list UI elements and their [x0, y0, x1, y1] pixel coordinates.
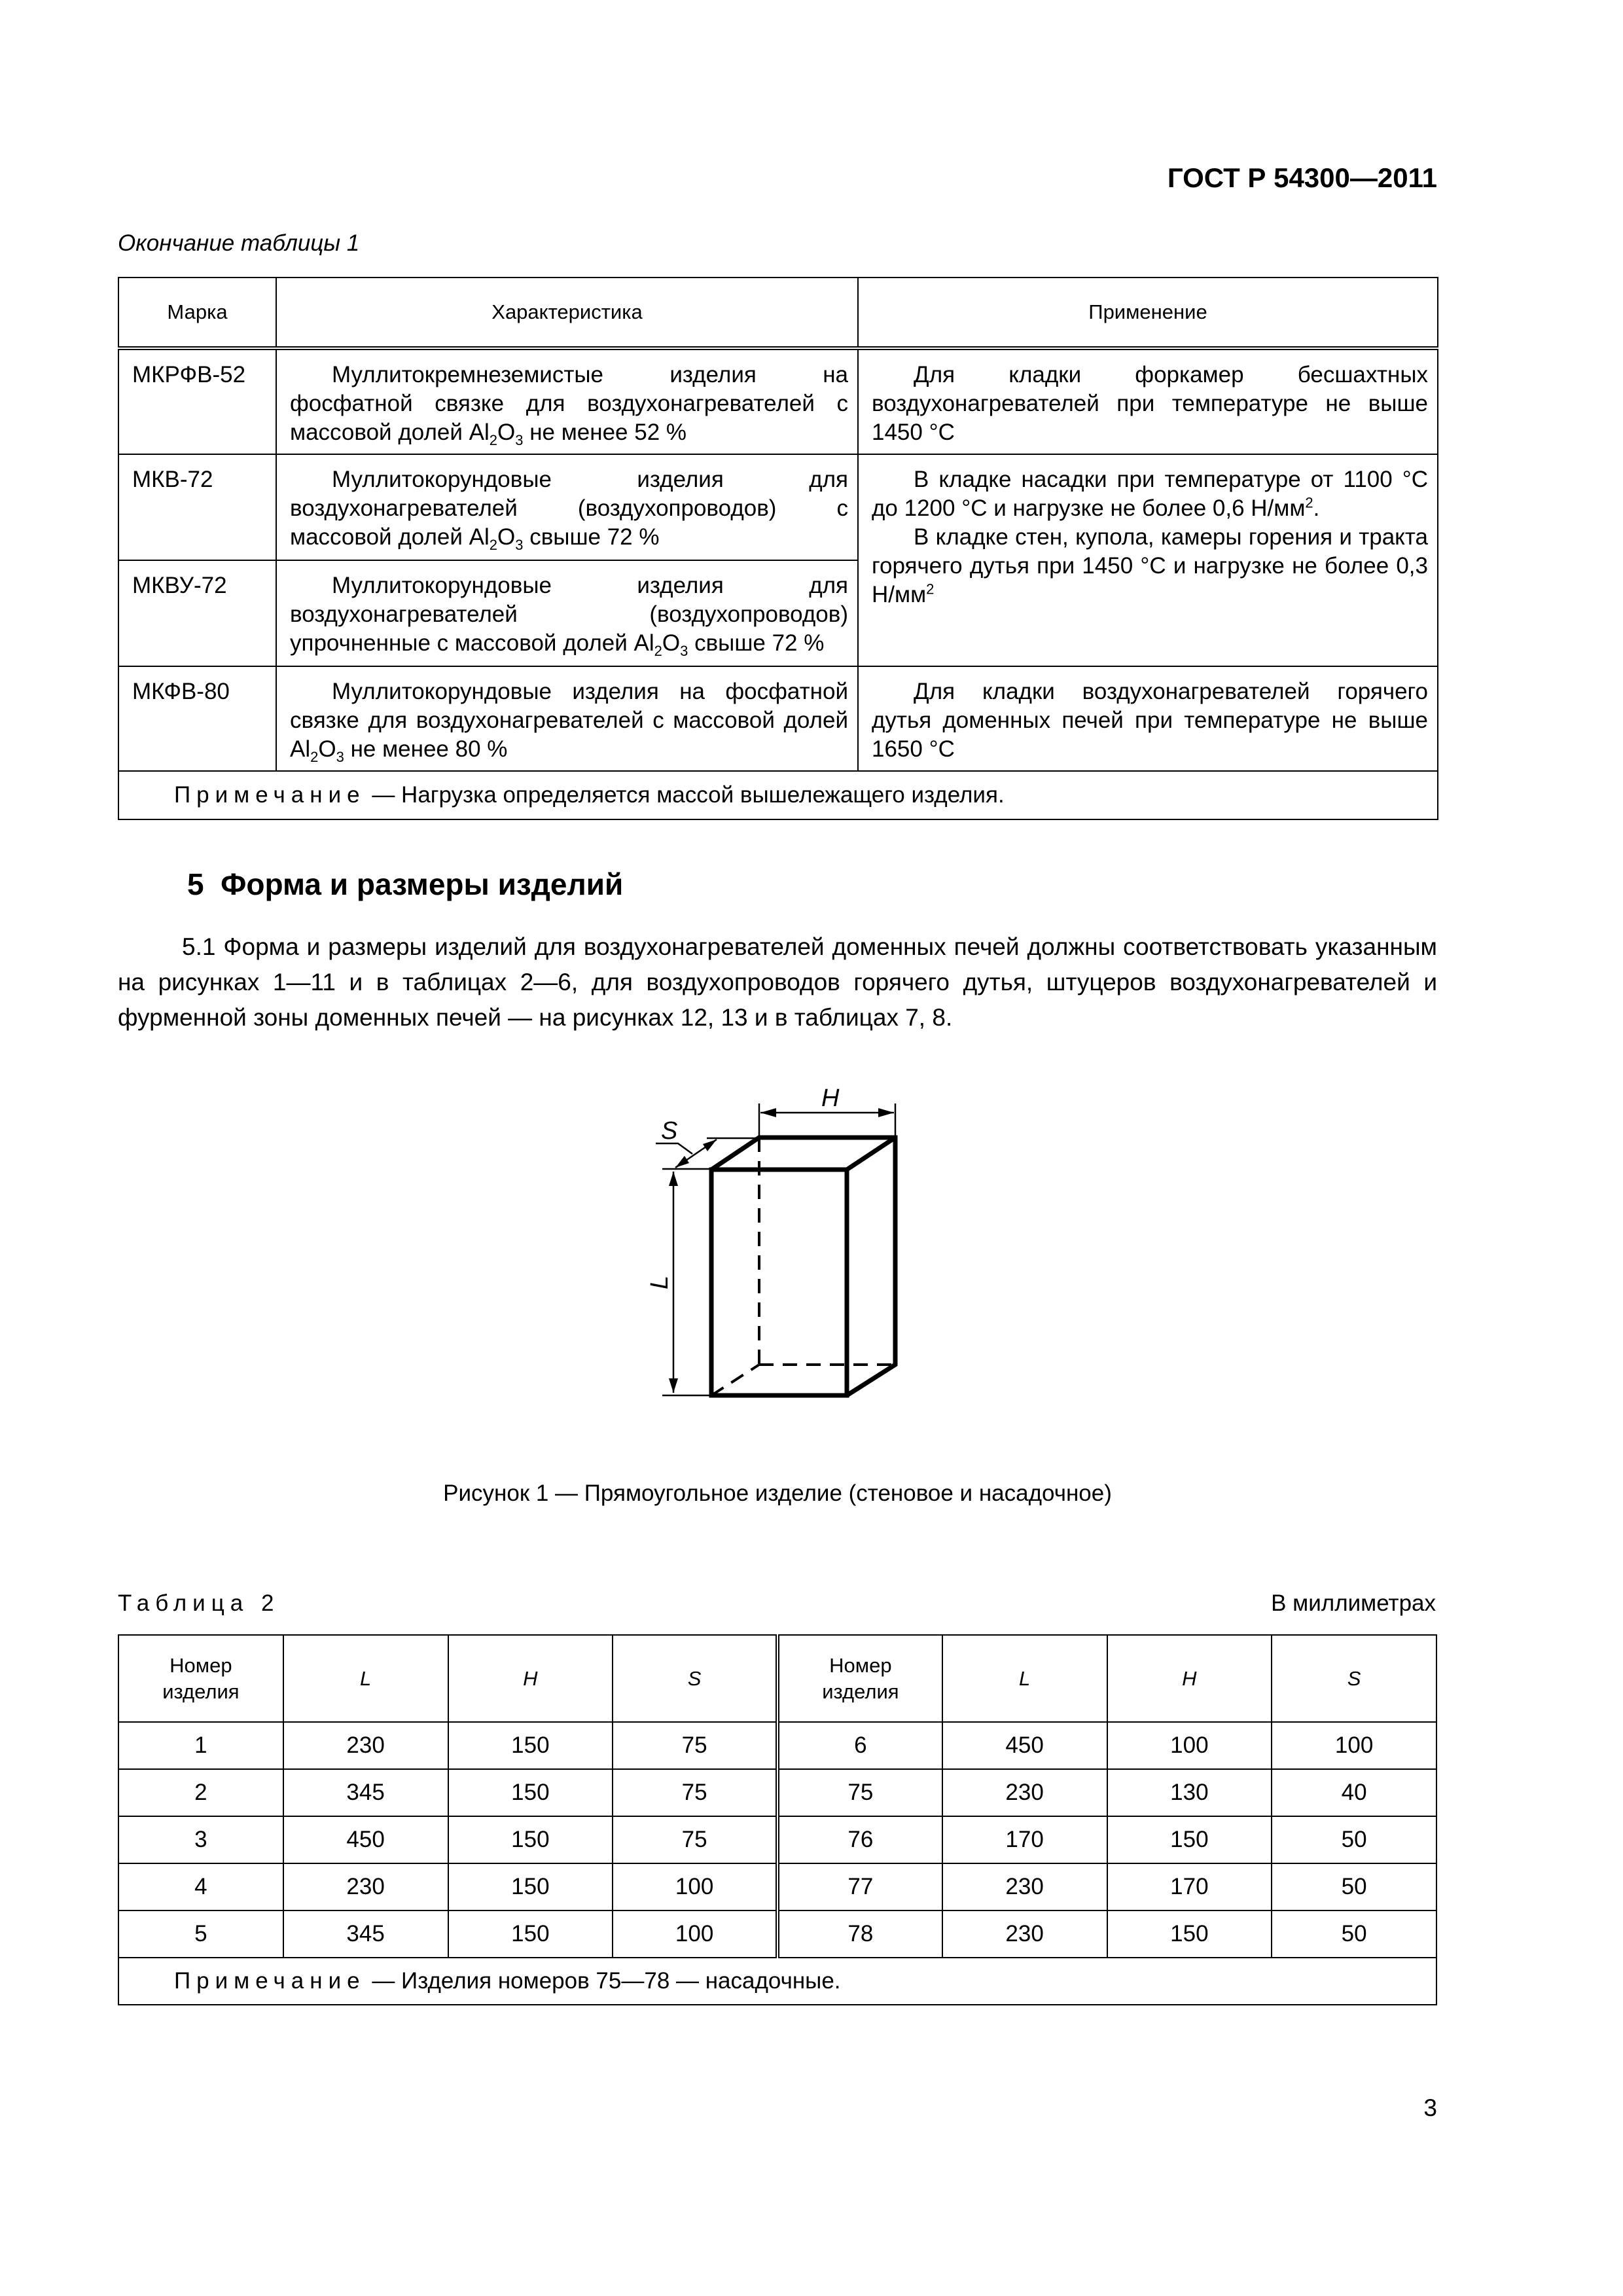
- table-cell: 50: [1272, 1863, 1436, 1910]
- table-cell: 150: [448, 1910, 613, 1958]
- table-cell: 150: [448, 1816, 613, 1863]
- application-cell: Для кладки воздухонагревателей горячего дутья доменных печей при температуре не выше 1650 °С: [858, 666, 1438, 771]
- dimension-label-s: S: [661, 1117, 678, 1145]
- table-cell: 150: [448, 1722, 613, 1769]
- table-note: Примечание — Нагрузка определяется массой вышележащего изделия.: [118, 771, 1438, 819]
- table-cell: 230: [942, 1910, 1107, 1958]
- characteristic-cell: Муллитокремнеземистые изделия на фосфатной связке для воздухонагревателей с массовой долей $Al_2O_3$ не менее 52 %: [276, 348, 858, 454]
- table-row: [118, 1769, 1436, 1816]
- table-row: [118, 348, 1438, 454]
- table-continuation-label: Окончание таблицы 1: [118, 230, 360, 256]
- table-cell: 170: [1107, 1863, 1272, 1910]
- column-header: Номер изделия: [777, 1635, 942, 1722]
- table-cell: 130: [1107, 1769, 1272, 1816]
- table-cell: 450: [283, 1816, 448, 1863]
- characteristic-cell: Муллитокорундовые изделия на фосфатной связке для воздухонагревателей с массовой долей $Al_2O_3$ не менее 80 %: [276, 666, 858, 771]
- table-cell: 450: [942, 1722, 1107, 1769]
- table-cell: 77: [777, 1863, 942, 1910]
- page-number: 3: [1423, 2094, 1437, 2121]
- dimension-label-l: L: [646, 1275, 673, 1289]
- characteristic-cell: Муллитокорундовые изделия для воздухонагревателей (воздухопроводов) упрочненные с массовой долей $Al_2O_3$ свыше 72 %: [276, 560, 858, 666]
- table-note: Примечание — Изделия номеров 75—78 — насадочные.: [118, 1958, 1436, 2005]
- column-header: Характеристика: [276, 278, 858, 348]
- table-cell: 50: [1272, 1910, 1436, 1958]
- table-cell: 150: [448, 1769, 613, 1816]
- table-cell: 100: [1107, 1722, 1272, 1769]
- table-row: [118, 1722, 1436, 1769]
- table-2-label: Таблица 2: [118, 1590, 280, 1616]
- column-header: S: [613, 1635, 777, 1722]
- dimension-label-h: H: [821, 1085, 840, 1112]
- table-cell: 3: [118, 1816, 283, 1863]
- table-header-row: [118, 1635, 1436, 1722]
- table-note-row: [118, 771, 1438, 819]
- mark-cell: МКВ-72: [118, 454, 276, 560]
- figure-1-rectangular-brick: [622, 1073, 949, 1453]
- application-cell: В кладке насадки при температуре от 1100 °С до 1200 °С и нагрузке не более 0,6 $Н/мм^2$. В кладке стен, купола, камеры горения и тракта горячего дутья при 1450 °С и нагрузке не более 0,3 $Н/мм^2$: [858, 454, 1438, 666]
- table-cell: 345: [283, 1910, 448, 1958]
- column-header: H: [448, 1635, 613, 1722]
- table-cell: 230: [942, 1863, 1107, 1910]
- column-header: Номер изделия: [118, 1635, 283, 1722]
- column-header: S: [1272, 1635, 1436, 1722]
- table-cell: 1: [118, 1722, 283, 1769]
- column-header: L: [283, 1635, 448, 1722]
- table-header-row: [118, 278, 1438, 348]
- figure-caption: Рисунок 1 — Прямоугольное изделие (стеновое и насадочное): [443, 1480, 1112, 1506]
- table-2: [118, 1634, 1437, 2005]
- brick-drawing: [656, 1103, 895, 1395]
- table-cell: 100: [1272, 1722, 1436, 1769]
- table-cell: 150: [448, 1863, 613, 1910]
- table-cell: 40: [1272, 1769, 1436, 1816]
- table-cell: 5: [118, 1910, 283, 1958]
- table-note-row: [118, 1958, 1436, 2005]
- table-cell: 100: [613, 1910, 777, 1958]
- table-row: [118, 1816, 1436, 1863]
- table-cell: 230: [942, 1769, 1107, 1816]
- table-cell: 150: [1107, 1816, 1272, 1863]
- table-row: [118, 454, 1438, 560]
- table-1: [118, 277, 1438, 820]
- table-cell: 2: [118, 1769, 283, 1816]
- mark-cell: МКФВ-80: [118, 666, 276, 771]
- table-cell: 345: [283, 1769, 448, 1816]
- table-cell: 76: [777, 1816, 942, 1863]
- section-heading: 5 Форма и размеры изделий: [187, 867, 624, 901]
- table-cell: 230: [283, 1722, 448, 1769]
- mark-cell: МКРФВ-52: [118, 348, 276, 454]
- table-cell: 50: [1272, 1816, 1436, 1863]
- mark-cell: МКВУ-72: [118, 560, 276, 666]
- table-row: [118, 666, 1438, 771]
- table-row: [118, 1910, 1436, 1958]
- table-cell: 75: [613, 1816, 777, 1863]
- characteristic-cell: Муллитокорундовые изделия для воздухонагревателей (воздухопроводов) с массовой долей $Al_2O_3$ свыше 72 %: [276, 454, 858, 560]
- application-cell: Для кладки форкамер бесшахтных воздухонагревателей при температуре не выше 1450 °С: [858, 348, 1438, 454]
- table-cell: 170: [942, 1816, 1107, 1863]
- column-header: L: [942, 1635, 1107, 1722]
- table-cell: 75: [613, 1769, 777, 1816]
- table-cell: 4: [118, 1863, 283, 1910]
- column-header: Марка: [118, 278, 276, 348]
- document-code: ГОСТ Р 54300—2011: [1167, 162, 1437, 193]
- table-row: [118, 1863, 1436, 1910]
- table-cell: 6: [777, 1722, 942, 1769]
- table-2-unit: В миллиметрах: [1271, 1590, 1436, 1616]
- column-header: Применение: [858, 278, 1438, 348]
- table-cell: 78: [777, 1910, 942, 1958]
- table-cell: 100: [613, 1863, 777, 1910]
- column-header: H: [1107, 1635, 1272, 1722]
- table-cell: 75: [613, 1722, 777, 1769]
- paragraph-5-1: 5.1 Форма и размеры изделий для воздухонагревателей доменных печей должны соответствовать указанным на рисунках 1—11 и в таблицах 2—6, для воздухопроводов горячего дутья, штуцеров воздухонагревателей и фурменной зоны доменных печей — на рисунках 12, 13 и в таблицах 7, 8.: [118, 933, 1437, 1031]
- table-cell: 75: [777, 1769, 942, 1816]
- table-cell: 150: [1107, 1910, 1272, 1958]
- table-cell: 230: [283, 1863, 448, 1910]
